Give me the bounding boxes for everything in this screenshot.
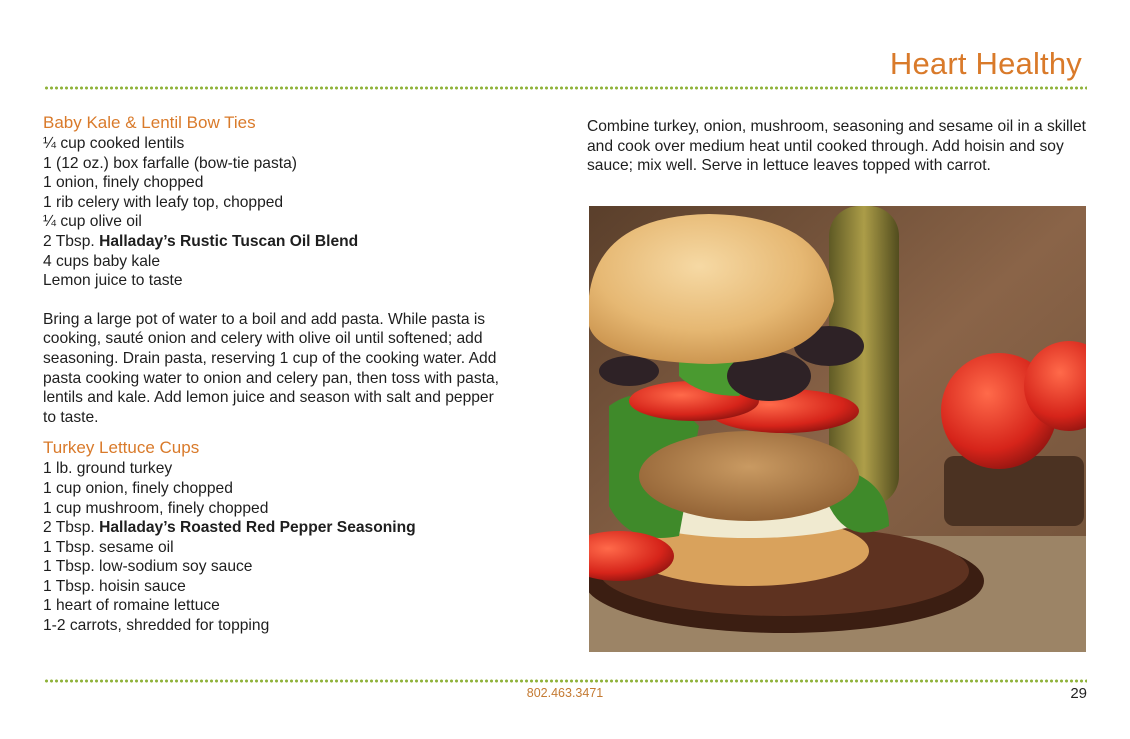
directions-turkey-lettuce: Combine turkey, onion, mushroom, seasoning and sesame oil in a skillet and cook over medium heat until cooked through. Add hoisin and soy sauce; mix well. Serve in lettuce leaves topped with carrot. <box>587 118 1086 175</box>
recipe-title-turkey-lettuce: Turkey Lettuce Cups <box>43 438 200 458</box>
ingredient-item: Lemon juice to taste <box>43 272 183 290</box>
bottom-divider <box>44 679 1087 683</box>
recipe-title-kale-lentil: Baby Kale & Lentil Bow Ties <box>43 113 256 132</box>
ingredient-list-kale-lentil <box>43 134 513 291</box>
ingredient-item: 1 onion, finely chopped <box>43 174 204 192</box>
ingredient-list-turkey-lettuce <box>43 459 513 635</box>
top-divider <box>44 86 1087 90</box>
page-title: Heart Healthy <box>889 46 1082 81</box>
ingredient-product-name: Halladay’s Roasted Red Pepper Seasoning <box>99 519 416 537</box>
ingredient-item <box>43 232 513 252</box>
ingredient-item: 1-2 carrots, shredded for topping <box>43 617 270 635</box>
ingredient-item: ¼ cup cooked lentils <box>43 135 185 152</box>
ingredient-item: 1 cup onion, finely chopped <box>43 479 233 497</box>
ingredient-item: 1 heart of romaine lettuce <box>43 597 220 615</box>
ingredient-item <box>43 518 513 538</box>
ingredient-item: 4 cups baby kale <box>43 252 161 270</box>
ingredient-item: 1 (12 oz.) box farfalle (bow-tie pasta) <box>43 154 297 172</box>
ingredient-item: 1 cup mushroom, finely chopped <box>43 499 269 517</box>
ingredient-amount: 2 Tbsp. <box>43 232 100 250</box>
ingredient-product-name: Halladay’s Rustic Tuscan Oil Blend <box>99 232 359 250</box>
ingredient-item: 1 Tbsp. low-sodium soy sauce <box>43 558 253 576</box>
ingredient-item: 1 rib celery with leafy top, chopped <box>43 193 284 211</box>
ingredient-item: 1 Tbsp. sesame oil <box>43 538 174 556</box>
left-column <box>43 112 513 636</box>
ingredient-amount: 2 Tbsp. <box>43 519 100 537</box>
page-number: 29 <box>1070 685 1087 702</box>
burger-photo <box>589 206 1086 652</box>
ingredient-item: 1 Tbsp. hoisin sauce <box>43 577 186 595</box>
directions-kale-lentil: Bring a large pot of water to a boil and add pasta. While pasta is cooking, sauté onion and celery with olive oil until softened; add seasoning. Drain pasta, reserving 1 cup of the cooking water. Add pasta cooking water to onion and celery pan, then toss with pasta, lentils and kale. Add lemon juice and season with salt and pepper to taste. <box>43 310 499 426</box>
footer-phone: 802.463.3471 <box>526 686 604 700</box>
ingredient-item: 1 lb. ground turkey <box>43 460 173 478</box>
ingredient-item: ¼ cup olive oil <box>43 213 142 231</box>
